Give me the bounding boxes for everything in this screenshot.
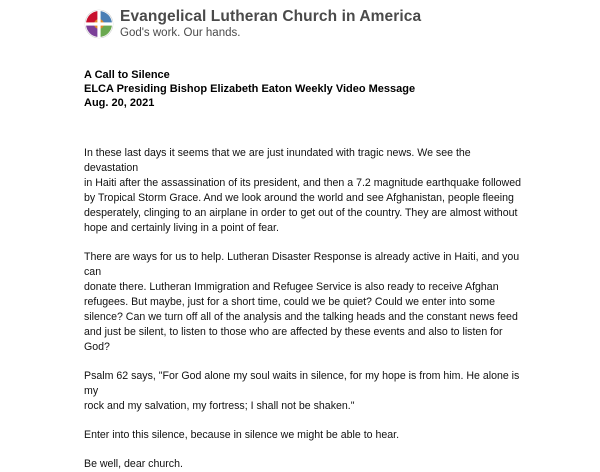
paragraph: In these last days it seems that we are just inundated with tragic news. We see the devastation in Haiti after the assassination of its president, and then a 7.2 magnitude earthquake followed by Tropical Storm Grace. And we look around the world and see Afghanistan, people fleeing desperately, clinging to an airplane in order to get out of the country. They are almost without hope and certainly living in a point of fear. xyxy=(84,147,521,234)
document-date: Aug. 20, 2021 xyxy=(84,97,155,109)
paragraph: There are ways for us to help. Lutheran Disaster Response is already active in Haiti, and you can donate there. Lutheran Immigration and Refugee Service is also ready to receive Afghan refugees. But maybe, just for a short time, could we be quiet? Could we enter into some silence? Can we turn off all of the analysis and the talking heads and the constant news feed and just be silent, to listen to those who are affected by these events and also to listen for God? xyxy=(84,251,520,353)
elca-cross-logo xyxy=(84,9,114,39)
paragraph: Enter into this silence, because in silence we might be able to hear. xyxy=(84,429,400,441)
document-title: A Call to Silence xyxy=(84,69,170,81)
title-block xyxy=(84,68,524,110)
paragraph: Psalm 62 says, "For God alone my soul waits in silence, for my hope is from him. He alone is my rock and my salvation, my fortress; I shall not be shaken." xyxy=(84,370,520,412)
document-body xyxy=(84,68,524,472)
tagline: God's work. Our hands. xyxy=(120,27,241,39)
organization-name: Evangelical Lutheran Church in America xyxy=(120,8,422,25)
document-subtitle: ELCA Presiding Bishop Elizabeth Eaton Weekly Video Message xyxy=(84,83,416,95)
closing-line: Be well, dear church. xyxy=(84,458,183,470)
letterhead xyxy=(84,8,421,40)
